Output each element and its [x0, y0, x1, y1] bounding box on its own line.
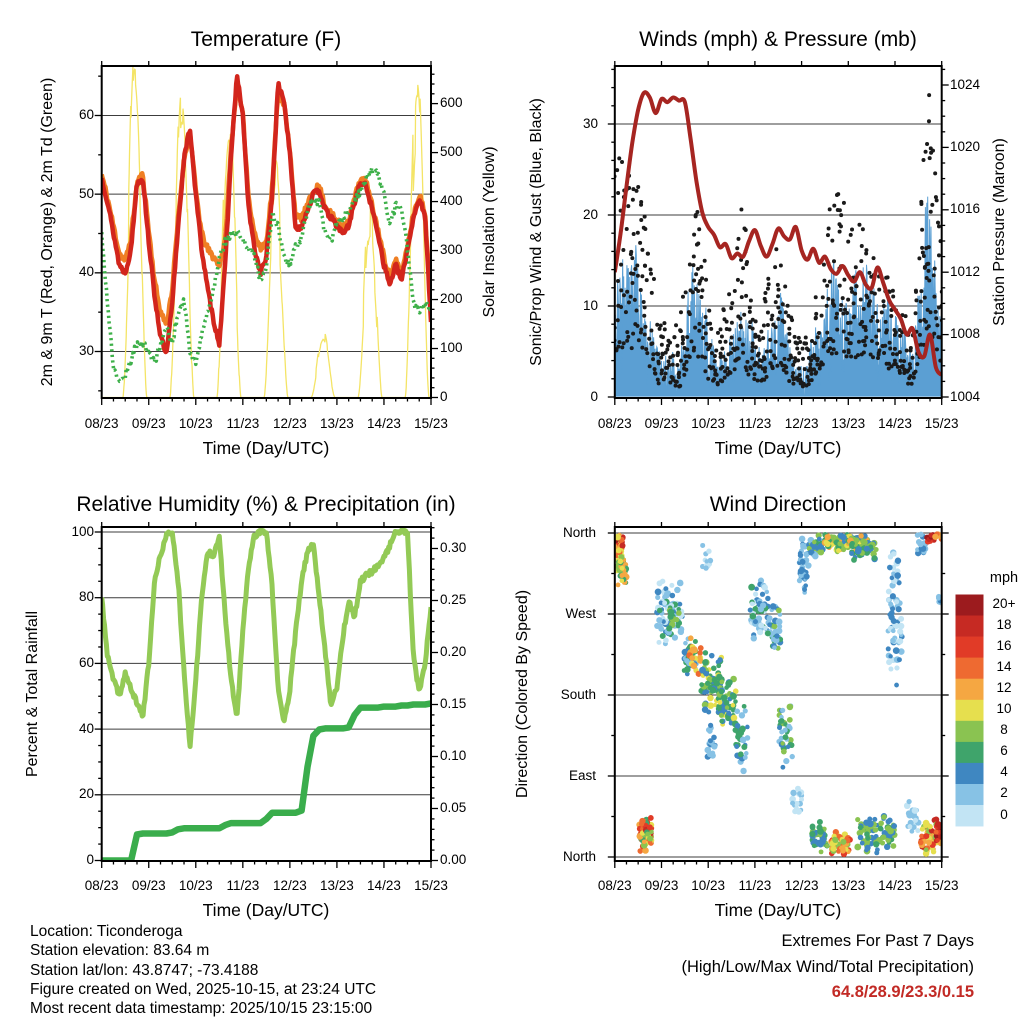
winds-pressure-chart-title: Winds (mph) & Pressure (mb) — [639, 28, 917, 51]
legend-label-12: 12 — [996, 680, 1012, 696]
temp-y-tick: 50 — [78, 185, 94, 201]
x-tick-10/23: 10/23 — [691, 878, 726, 893]
solar-y-tick: 400 — [440, 193, 463, 209]
x-tick-13/23: 13/23 — [831, 415, 866, 431]
legend-label-0: 0 — [1000, 806, 1008, 822]
winds-y-axis-left-title: Sonic/Prop Wind & Gust (Blue, Black) — [528, 98, 545, 366]
solar-y-tick: 500 — [440, 144, 463, 160]
winds-y-axis-right-title: Station Pressure (Maroon) — [991, 138, 1008, 326]
x-tick-10/23: 10/23 — [178, 878, 213, 893]
temp-y-tick: 40 — [78, 264, 94, 280]
x-tick-13/23: 13/23 — [831, 878, 866, 893]
x-tick-14/23: 14/23 — [367, 415, 401, 431]
x-tick-08/23: 08/23 — [597, 415, 632, 431]
x-tick-09/23: 09/23 — [131, 415, 166, 431]
precip-y-tick: 0.00 — [440, 852, 467, 867]
x-tick-15/23: 15/23 — [924, 878, 959, 893]
extremes-footer — [681, 929, 974, 1006]
temperature-y-axis-left-title: 2m & 9m T (Red, Orange) & 2m Td (Green) — [39, 77, 56, 387]
temp-y-tick: 30 — [78, 343, 94, 358]
temperature-y-axis-right-title: Solar Insolation (Yellow) — [481, 146, 498, 318]
wind-y-tick: 0 — [590, 388, 598, 404]
x-tick-12/23: 12/23 — [272, 415, 307, 431]
wind-direction-x-axis-title: Time (Day/UTC) — [714, 900, 842, 920]
rh-y-tick: 80 — [78, 589, 94, 605]
precip-y-tick: 0.30 — [440, 540, 467, 555]
wind-y-tick: 10 — [582, 297, 598, 313]
recent-timestamp: Most recent data timestamp: 2025/10/15 23:15:00 — [30, 1000, 373, 1018]
temp-y-tick: 60 — [78, 106, 94, 122]
legend-label-20+: 20+ — [992, 596, 1016, 611]
extremes-values: 64.8/28.9/23.3/0.15 — [831, 983, 974, 1001]
solar-y-tick: 200 — [440, 291, 463, 307]
precip-y-tick: 0.25 — [440, 592, 467, 607]
solar-y-tick: 300 — [440, 242, 463, 258]
x-tick-09/23: 09/23 — [644, 415, 679, 431]
x-tick-12/23: 12/23 — [784, 878, 819, 893]
x-tick-10/23: 10/23 — [178, 415, 213, 431]
humidity-x-axis-title: Time (Day/UTC) — [202, 900, 330, 920]
solar-y-tick: 100 — [440, 340, 463, 356]
legend-label-2: 2 — [1000, 785, 1008, 801]
x-tick-09/23: 09/23 — [644, 878, 679, 893]
wind-y-tick: 20 — [582, 206, 598, 222]
x-tick-13/23: 13/23 — [320, 878, 354, 893]
figure-created: Figure created on Wed, 2025-10-15, at 23:24 UTC — [30, 980, 377, 998]
winds-x-axis-title: Time (Day/UTC) — [714, 438, 842, 458]
x-tick-15/23: 15/23 — [414, 878, 448, 893]
direction-y-tick: East — [568, 767, 596, 783]
pressure-y-tick: 1020 — [950, 138, 981, 154]
x-tick-11/23: 11/23 — [738, 878, 772, 893]
pressure-y-tick: 1004 — [950, 388, 981, 404]
precip-y-tick: 0.10 — [440, 748, 467, 763]
x-tick-11/23: 11/23 — [738, 415, 772, 431]
direction-y-tick: West — [565, 605, 596, 621]
legend-label-6: 6 — [1000, 743, 1008, 759]
solar-y-tick: 0 — [440, 389, 448, 404]
x-tick-08/23: 08/23 — [84, 415, 119, 431]
legend-label-4: 4 — [1000, 764, 1008, 780]
x-tick-13/23: 13/23 — [320, 415, 354, 431]
x-tick-15/23: 15/23 — [414, 415, 448, 431]
rh-y-tick: 40 — [78, 720, 94, 736]
x-tick-08/23: 08/23 — [84, 878, 119, 893]
legend-title-mph: mph — [989, 570, 1019, 586]
pressure-y-tick: 1012 — [950, 263, 981, 279]
direction-y-tick: North — [562, 524, 596, 540]
wind-direction-y-axis-left-title: Direction (Colored By Speed) — [514, 589, 531, 799]
solar-y-tick: 600 — [440, 95, 463, 111]
legend-label-14: 14 — [996, 659, 1012, 675]
pressure-y-tick: 1016 — [950, 201, 981, 217]
x-tick-11/23: 11/23 — [226, 878, 260, 893]
pressure-y-tick: 1024 — [950, 76, 981, 92]
station-latlon: Station lat/lon: 43.8747; -73.4188 — [30, 961, 259, 979]
wind-y-tick: 30 — [582, 115, 598, 131]
humidity-precip-chart-title: Relative Humidity (%) & Precipitation (in) — [76, 493, 456, 516]
legend-label-18: 18 — [996, 617, 1012, 633]
station-info-footer — [30, 922, 376, 1018]
x-tick-08/23: 08/23 — [597, 878, 632, 893]
pressure-y-tick: 1008 — [950, 326, 981, 342]
precip-y-tick: 0.05 — [440, 800, 467, 815]
precip-y-tick: 0.15 — [440, 696, 467, 711]
precip-y-tick: 0.20 — [440, 644, 467, 659]
x-tick-14/23: 14/23 — [367, 878, 401, 893]
x-tick-14/23: 14/23 — [878, 415, 912, 431]
legend-label-10: 10 — [996, 701, 1012, 717]
x-tick-12/23: 12/23 — [272, 878, 307, 893]
x-tick-15/23: 15/23 — [924, 415, 959, 431]
rh-y-tick: 100 — [71, 523, 94, 539]
x-tick-09/23: 09/23 — [131, 878, 166, 893]
extremes-subtitle: (High/Low/Max Wind/Total Precipitation) — [681, 957, 974, 976]
legend-label-8: 8 — [1000, 722, 1008, 738]
temperature-x-axis-title: Time (Day/UTC) — [202, 438, 330, 458]
extremes-title: Extremes For Past 7 Days — [781, 932, 974, 950]
x-tick-10/23: 10/23 — [691, 415, 726, 431]
wind-direction-chart-title: Wind Direction — [709, 493, 847, 516]
rh-y-tick: 20 — [78, 786, 94, 802]
rh-y-tick: 0 — [86, 852, 94, 867]
temperature-chart-title: Temperature (F) — [190, 28, 342, 51]
station-location: Location: Ticonderoga — [30, 923, 183, 940]
direction-y-tick: South — [560, 686, 596, 702]
x-tick-12/23: 12/23 — [784, 415, 819, 431]
legend-label-16: 16 — [996, 638, 1012, 654]
direction-y-tick: North — [562, 848, 596, 864]
rh-y-tick: 60 — [78, 654, 94, 670]
station-elevation: Station elevation: 83.64 m — [30, 942, 210, 960]
humidity-y-axis-left-title: Percent & Total Rainfall — [24, 611, 41, 778]
x-tick-11/23: 11/23 — [226, 415, 260, 431]
x-tick-14/23: 14/23 — [878, 878, 912, 893]
